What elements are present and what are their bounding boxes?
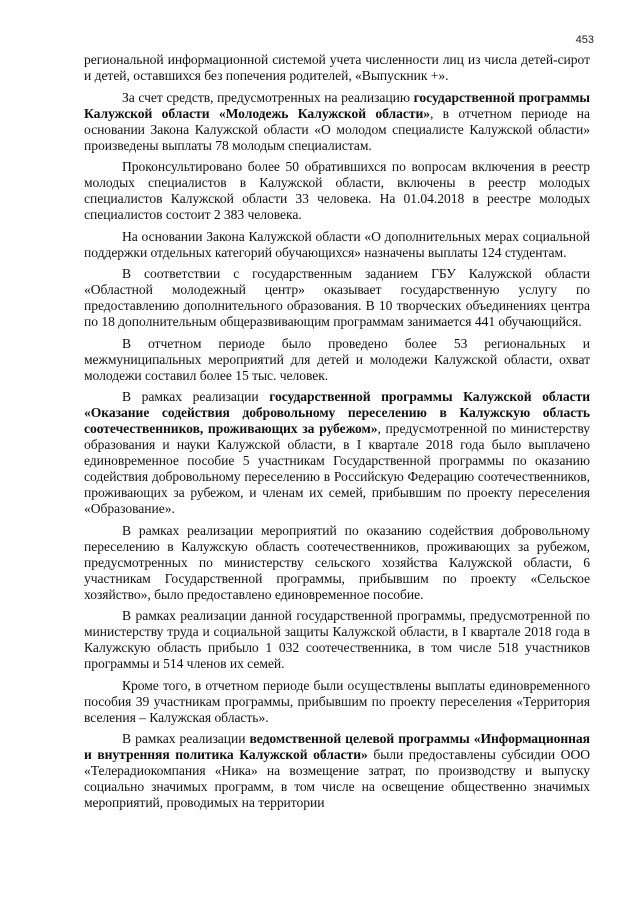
paragraph — [84, 336, 590, 384]
text-segment: , предусмотренной по министерству образования и науки Калужской области, в I квартале 2018 года было выплачено единовременное пособие 5 участникам Государственной программы по оказанию содействия добровольному переселению в Российскую Федерацию соотечественников, проживающих за рубежом, и членам их семей, прибывшим по проекту переселения «Образование». — [84, 421, 590, 516]
paragraph — [84, 52, 590, 84]
text-segment: За счет средств, предусмотренных на реализацию — [122, 89, 414, 105]
text-segment: были предоставлены субсидии ООО «Телерадиокомпания «Ника» на возмещение затрат, по производству и выпуску социально значимых программ, в том числе на освещение общественно значимых мероприятий, проводимых на территории — [84, 747, 590, 810]
paragraph — [84, 90, 590, 154]
paragraph — [84, 389, 590, 517]
paragraph — [84, 608, 590, 672]
paragraph — [84, 229, 590, 261]
text-segment: Кроме того, в отчетном периоде были осуществлены выплаты единовременного пособия 39 участникам программы, прибывшим по проекту переселения «Территория вселения – Калужская область». — [84, 677, 590, 725]
text-segment: Проконсультировано более 50 обратившихся по вопросам включения в реестр молодых специалистов в Калужской области, включены в реестр молодых специалистов Калужской области 33 человека. На 01.04.2018 в реестре молодых специалистов состоит 2 383 человека. — [84, 159, 590, 222]
paragraph — [84, 678, 590, 726]
text-segment: региональной информационной системой учета численности лиц из числа детей-сирот и детей, оставшихся без попечения родителей, «Выпускник +». — [84, 52, 590, 83]
bold-text-segment: государственной программы Калужской области «Оказание содействия добровольному переселению в Калужскую область соотечественников, проживающих за рубежом» — [84, 389, 590, 436]
text-segment: На основании Закона Калужской области «О дополнительных мерах социальной поддержки отдельных категорий обучающихся» назначены выплаты 124 студентам. — [84, 228, 590, 260]
text-segment: , в отчетном периоде на основании Закона Калужской области «О молодом специалисте Калужской области» произведены выплаты 78 молодым специалистам. — [84, 105, 590, 153]
paragraph — [84, 159, 590, 223]
text-segment: В рамках реализации — [122, 731, 250, 746]
text-segment: В отчетном периоде было проведено более 53 региональных и межмуниципальных мероприятий для детей и молодежи Калужской области, охват молодежи составил более 15 тыс. человек. — [84, 335, 590, 383]
text-segment: В соответствии с государственным заданием ГБУ Калужской области «Областной молодежный центр» оказывает государственную услугу по предоставлению дополнительного образования. В 10 творческих объединениях центра по 18 дополнительным общеразвивающим программам занимается 441 обучающийся. — [84, 266, 590, 329]
bold-text-segment: ведомственной целевой программы «Информационная и внутренняя политика Калужской области» — [84, 731, 590, 762]
text-segment: В рамках реализации мероприятий по оказанию содействия добровольному переселению в Калужскую область соотечественников, проживающих за рубежом, предусмотренных по министерству сельского хозяйства Калужской области, 6 участникам Государственной программы, прибывшим по проекту «Сельское хозяйство», было предоставлено единовременное пособие. — [84, 522, 590, 602]
page-number: 453 — [575, 34, 594, 46]
bold-text-segment: государственной программы Калужской области «Молодежь Калужской области» — [84, 89, 590, 121]
text-segment: В рамках реализации данной государственной программы, предусмотренной по министерству труда и социальной защиты Калужской области, в I квартале 2018 года в Калужскую область прибыло 1 032 соотечественника, в том числе 518 участников программы и 514 членов их семей. — [84, 608, 590, 671]
document-body — [84, 52, 590, 817]
paragraph — [84, 523, 590, 603]
paragraph — [84, 731, 590, 811]
paragraph — [84, 266, 590, 330]
text-segment: В рамках реализации — [122, 389, 270, 404]
